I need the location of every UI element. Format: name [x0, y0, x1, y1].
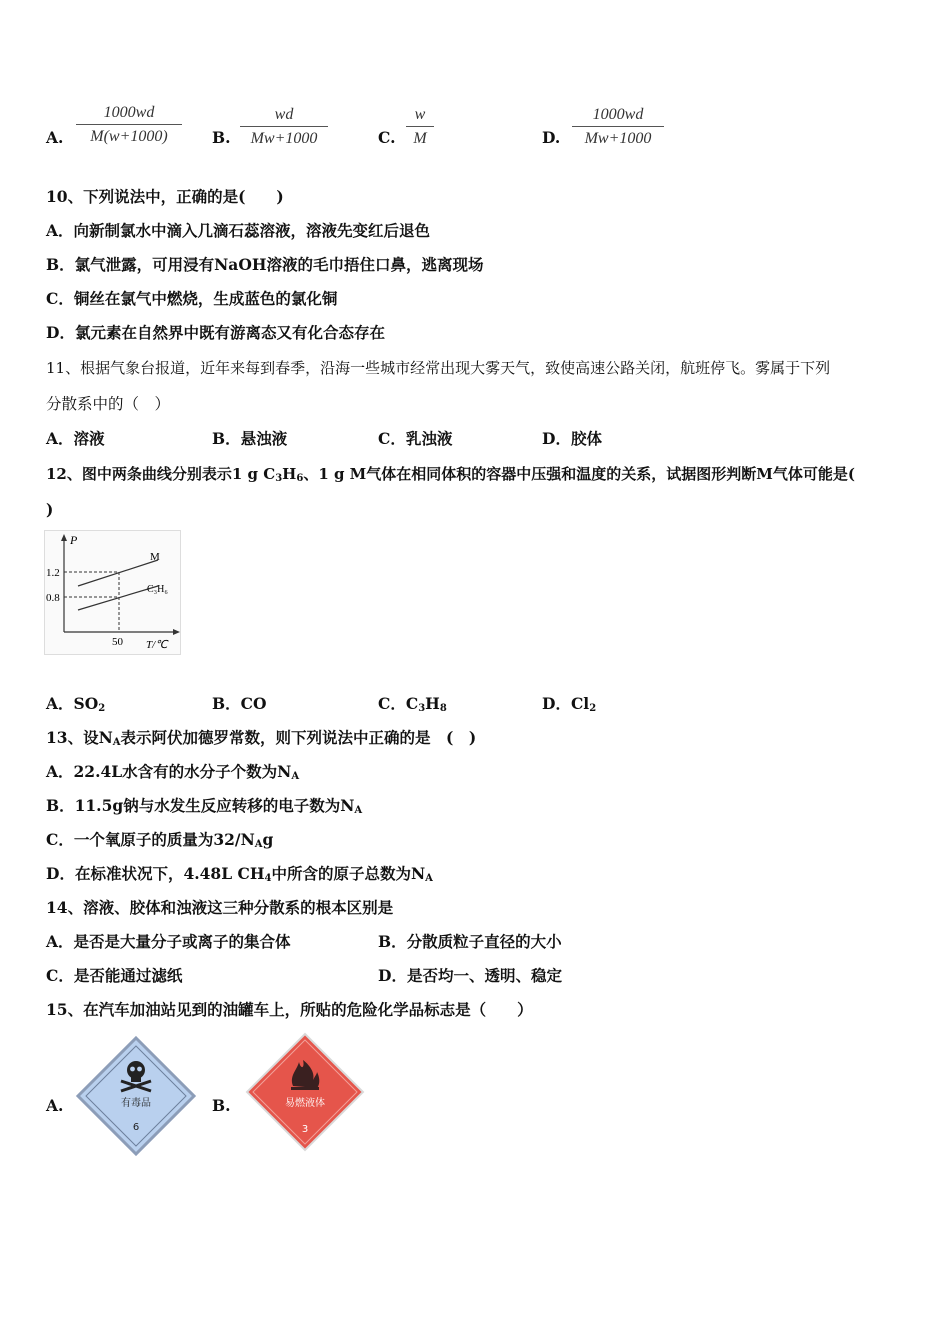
q9-option-d-fraction — [572, 104, 664, 151]
q9-d-numerator: 1000wd — [572, 104, 664, 127]
q9-option-b-label: B. — [212, 128, 231, 147]
q14-option-d: D．是否均一、透明、稳定 — [378, 966, 562, 985]
q9-d-denominator: Mw+1000 — [584, 130, 652, 147]
q15-option-a-label: A. — [46, 1096, 64, 1115]
q9-b-numerator: wd — [240, 104, 328, 127]
flame-base — [291, 1087, 319, 1090]
q9-c-numerator: w — [406, 104, 434, 127]
q10-option-c: C．铜丝在氯气中燃烧，生成蓝色的氯化铜 — [46, 289, 338, 308]
q12-option-a: A．$SO_2$ — [46, 694, 106, 714]
q9-c-denominator: M — [413, 130, 427, 147]
q13-option-c: C．一个氧原子的质量为$32/N_Ag$ — [46, 830, 274, 850]
flammable-liquid-hazard-sign — [243, 1030, 367, 1154]
q13-option-d: D．在标准状况下，4.48L $CH_4$中所含的原子总数为$N_A$ — [46, 864, 433, 884]
q13-option-a: A．22.4L水含有的水分子个数为$N_A$ — [46, 762, 300, 782]
q15-stem: 15、在汽车加油站见到的油罐车上，所贴的危险化学品标志是（ ） — [46, 1000, 533, 1019]
flammable-sign-class-number: 3 — [301, 1124, 309, 1135]
flammable-sign-label: 易燃液体 — [285, 1098, 325, 1109]
q12-stem-line2: ) — [46, 500, 54, 519]
q9-a-numerator: 1000wd — [76, 102, 182, 125]
q14-option-b: B．分散质粒子直径的大小 — [378, 932, 562, 951]
q10-stem: 10、下列说法中，正确的是( ) — [46, 187, 284, 206]
q9-option-a-fraction — [76, 102, 182, 149]
q14-stem: 14、溶液、胶体和浊液这三种分散系的根本区别是 — [46, 898, 394, 917]
q12-option-b: B．CO — [212, 694, 267, 713]
q9-option-c-fraction — [406, 104, 434, 151]
q14-option-c: C．是否能通过滤纸 — [46, 966, 183, 985]
line-m-label: M — [150, 551, 160, 563]
q9-b-denominator: Mw+1000 — [250, 130, 318, 147]
q14-option-a: A．是否是大量分子或离子的集合体 — [46, 932, 291, 951]
q9-option-b-fraction — [240, 104, 328, 151]
toxic-sign-label: 有毒品 — [121, 1098, 151, 1109]
y-tick-1-2: 1.2 — [46, 567, 60, 579]
q11-option-a: A．溶液 — [46, 429, 105, 448]
q12-option-c: C．$C_3H_8$ — [378, 694, 447, 714]
q9-option-d-label: D. — [542, 128, 561, 147]
q12-stem-line1: 12、图中两条曲线分别表示1 g $C_3H_6$、1 g M气体在相同体积的容器中压强和温度的关系，试据图形判断M气体可能是( — [46, 465, 855, 484]
q12-option-d: D．$Cl_2$ — [542, 694, 597, 714]
toxic-hazard-sign — [74, 1034, 198, 1158]
q15-option-b-label: B. — [212, 1096, 231, 1115]
q9-option-c-label: C. — [378, 128, 396, 147]
x-axis-label: T/℃ — [146, 639, 168, 651]
q13-stem: 13、设$N_A$表示阿伏加德罗常数，则下列说法中正确的是 ( ) — [46, 728, 477, 748]
q9-option-a-label: A. — [46, 128, 64, 147]
toxic-sign-diamond — [78, 1038, 194, 1154]
q11-option-c: C．乳浊液 — [378, 429, 453, 448]
q10-option-a: A．向新制氯水中滴入几滴石蕊溶液，溶液先变红后退色 — [46, 221, 431, 240]
q11-stem-line2: 分散系中的（ ） — [46, 395, 171, 413]
line-c3h6-label: C₃H₆ — [147, 584, 168, 595]
q10-option-d: D．氯元素在自然界中既有游离态又有化合态存在 — [46, 323, 385, 342]
q11-option-b: B．悬浊液 — [212, 429, 288, 448]
toxic-sign-class-number: 6 — [132, 1122, 140, 1133]
y-axis-label: P — [70, 533, 78, 547]
q11-stem-line1: 11、根据气象台报道，近年来每到春季，沿海一些城市经常出现大雾天气，致使高速公路关闭，航班停飞。雾属于下列 — [46, 359, 831, 377]
q13-option-b: B．11.5g钠与水发生反应转移的电子数为$N_A$ — [46, 796, 363, 816]
y-tick-0-8: 0.8 — [46, 592, 60, 604]
q9-a-denominator: M(w+1000) — [90, 128, 168, 145]
q12-pressure-temperature-graph — [44, 530, 182, 656]
x-tick-50: 50 — [112, 636, 123, 648]
q10-option-b: B．氯气泄露，可用浸有NaOH溶液的毛巾捂住口鼻，逃离现场 — [46, 255, 484, 274]
q11-option-d: D．胶体 — [542, 429, 602, 448]
